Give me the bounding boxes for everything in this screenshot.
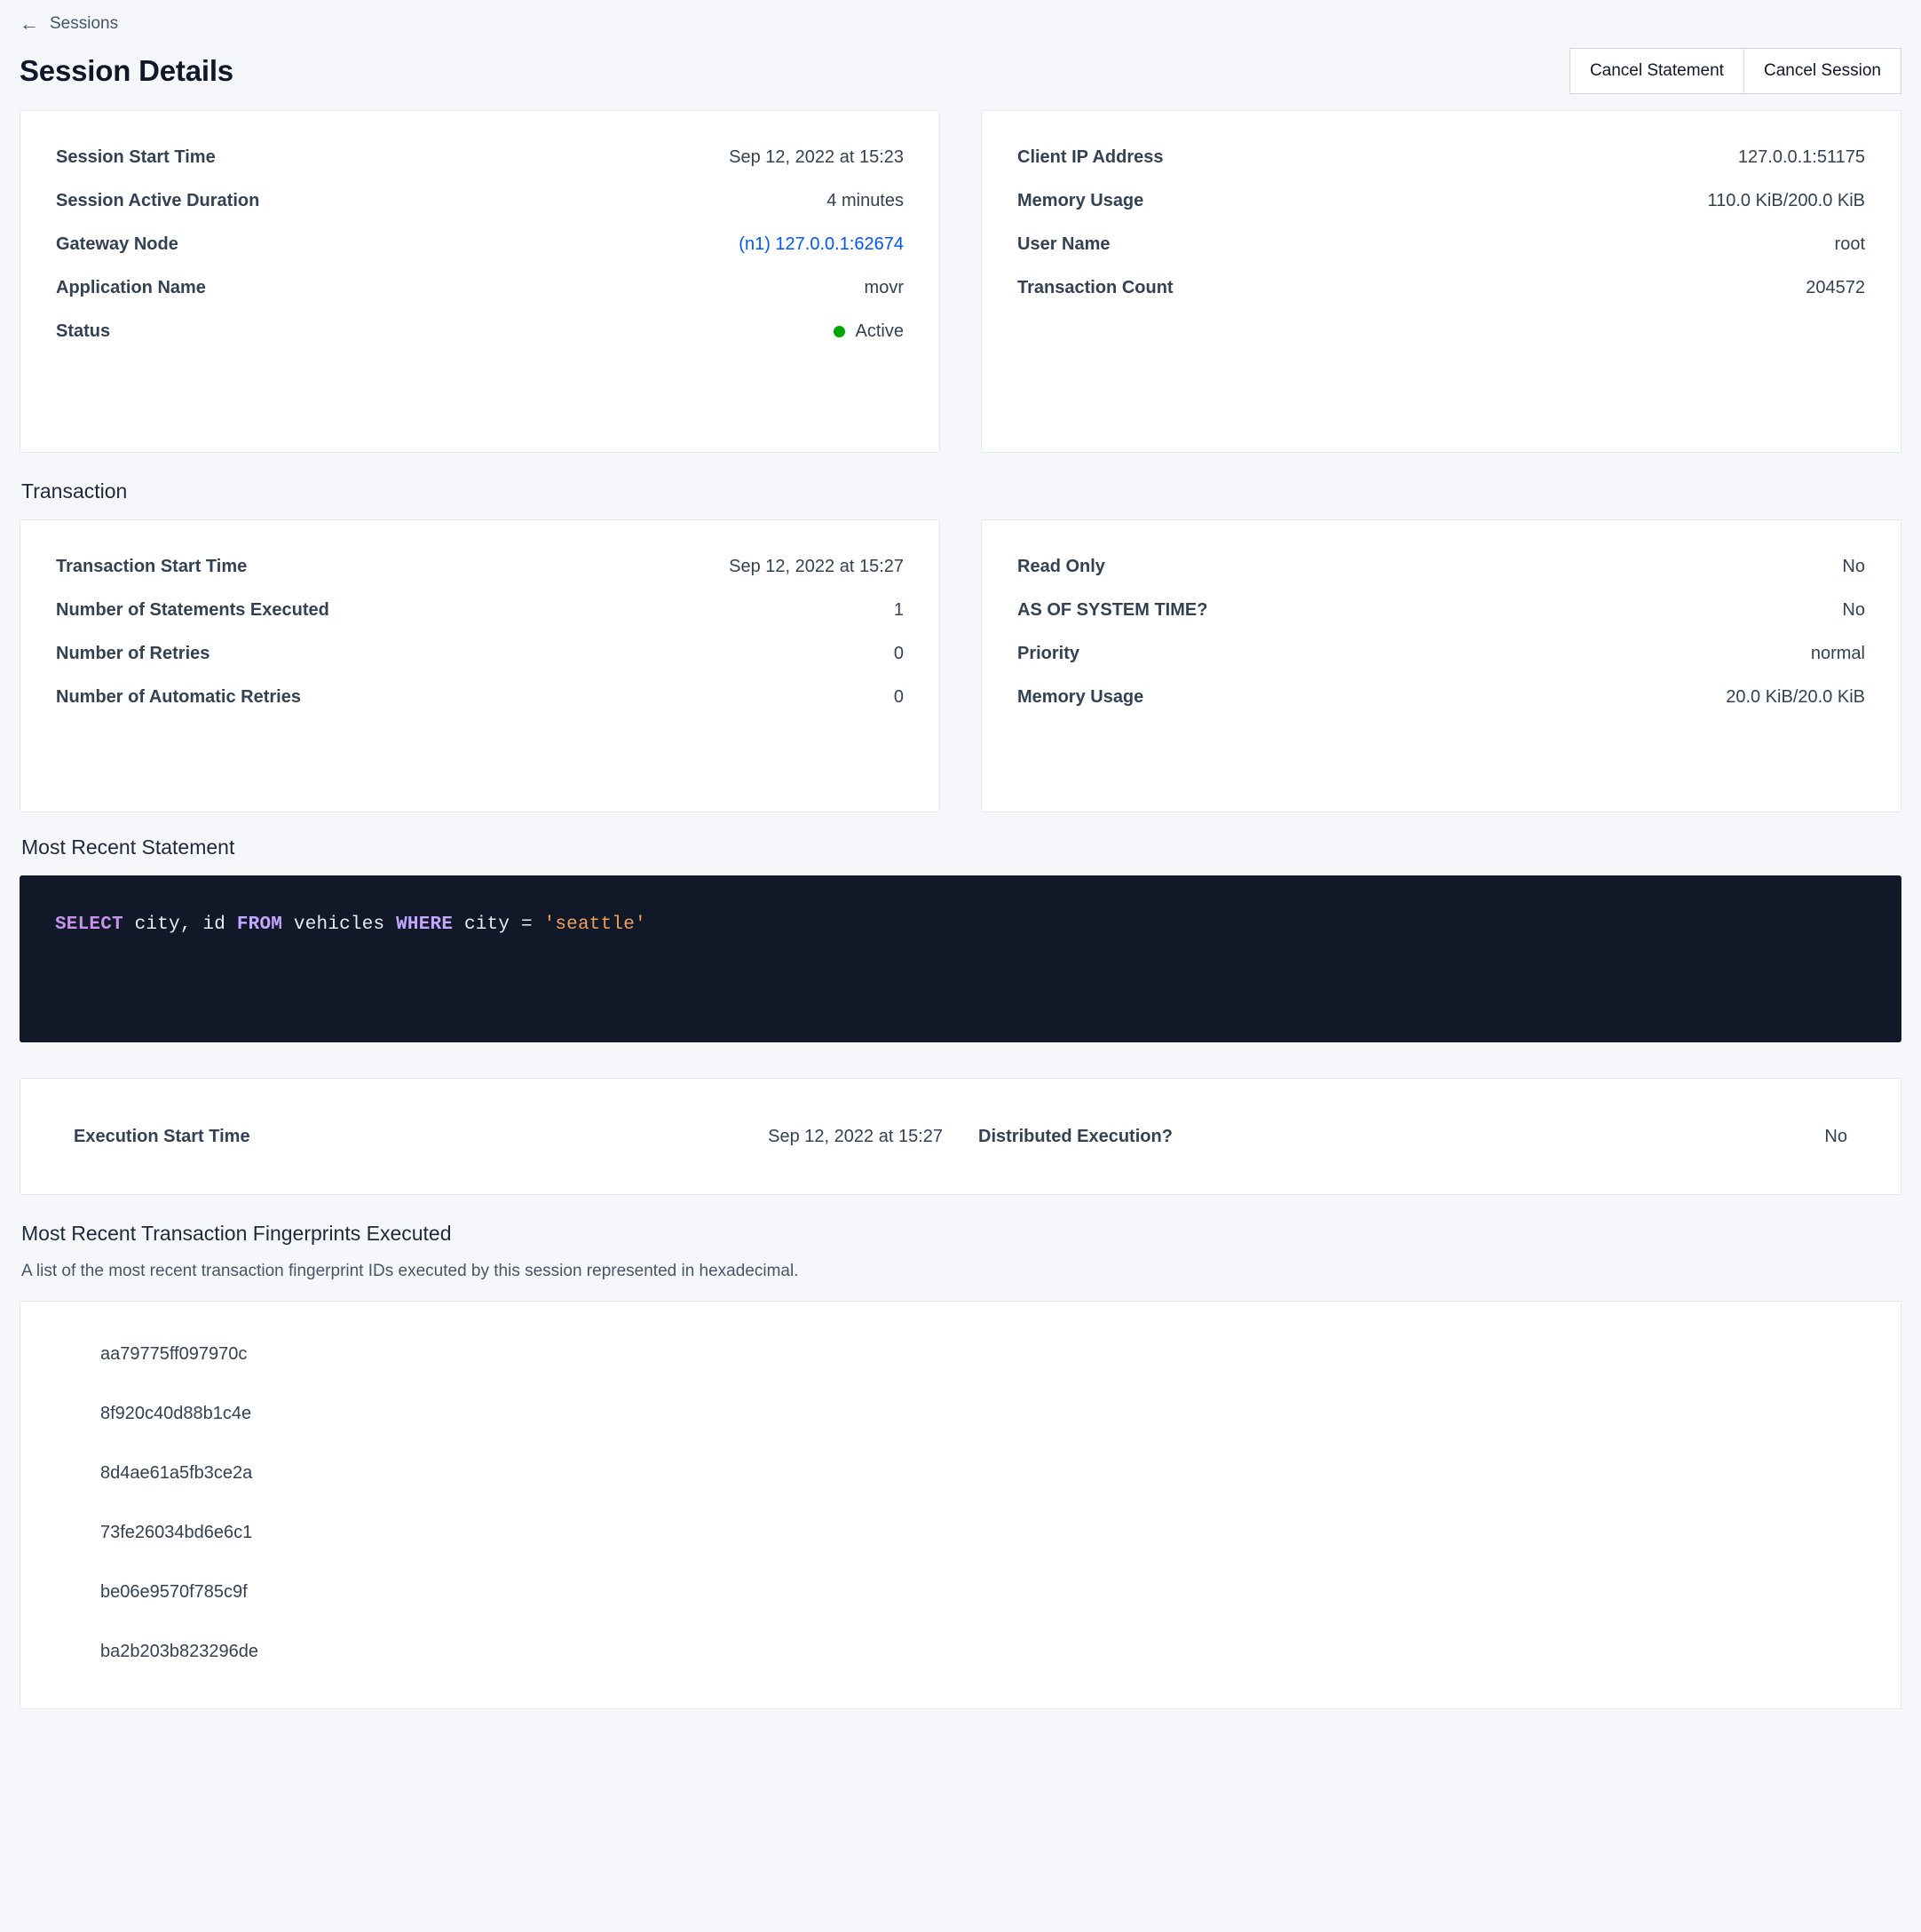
client-ip-value: 127.0.0.1:51175	[1737, 147, 1865, 167]
fingerprints-list	[20, 1301, 1901, 1709]
sql-keyword-select: SELECT	[55, 915, 123, 935]
sql-string-literal: 'seattle'	[543, 915, 646, 935]
breadcrumb	[20, 0, 1901, 39]
page-title: Session Details	[20, 54, 233, 87]
list-item: aa79775ff097970c	[100, 1344, 248, 1364]
memory-usage-row	[1017, 179, 1865, 223]
read-only-value: No	[1842, 557, 1865, 576]
header-actions	[1569, 48, 1901, 94]
statements-executed-label: Number of Statements Executed	[56, 600, 329, 620]
as-of-system-time-label: AS OF SYSTEM TIME?	[1017, 600, 1208, 620]
automatic-retries-label: Number of Automatic Retries	[56, 687, 301, 707]
back-arrow-icon[interactable]: ←	[20, 12, 39, 35]
list-item: be06e9570f785c9f	[100, 1582, 248, 1602]
application-name-value: movr	[864, 278, 904, 297]
application-name-row	[56, 266, 904, 310]
transaction-memory-usage-row	[1017, 676, 1865, 719]
gateway-node-link[interactable]: (n1) 127.0.0.1:62674	[739, 234, 904, 254]
application-name-label: Application Name	[56, 278, 206, 297]
sql-columns: city, id	[134, 915, 226, 935]
session-start-time-row	[56, 136, 904, 179]
status-badge	[834, 321, 904, 342]
execution-start-time-label: Execution Start Time	[74, 1126, 250, 1146]
list-item: 8d4ae61a5fb3ce2a	[100, 1463, 253, 1483]
transaction-memory-usage-value: 20.0 KiB/20.0 KiB	[1726, 687, 1865, 707]
statements-executed-row	[56, 589, 904, 632]
user-name-row	[1017, 223, 1865, 266]
execution-info-card	[20, 1078, 1901, 1195]
gateway-node-row	[56, 223, 904, 266]
transaction-start-time-label: Transaction Start Time	[56, 557, 248, 576]
transaction-count-value: 204572	[1806, 278, 1865, 297]
breadcrumb-link-sessions[interactable]: Sessions	[50, 14, 119, 33]
memory-usage-value: 110.0 KiB/200.0 KiB	[1707, 191, 1865, 210]
automatic-retries-row	[56, 676, 904, 719]
retries-row	[56, 632, 904, 676]
sql-table: vehicles	[293, 915, 385, 935]
transaction-memory-usage-label: Memory Usage	[1017, 687, 1144, 707]
client-info-card	[981, 110, 1901, 453]
transaction-grid	[20, 519, 1901, 812]
sql-keyword-where: WHERE	[396, 915, 454, 935]
execution-start-time-value: Sep 12, 2022 at 15:27	[768, 1126, 943, 1146]
page-header	[20, 39, 1901, 110]
retries-value: 0	[893, 644, 904, 663]
transaction-count-label: Transaction Count	[1017, 278, 1174, 297]
list-item: ba2b203b823296de	[100, 1642, 258, 1661]
status-value: Active	[855, 321, 904, 341]
statement-section-heading: Most Recent Statement	[21, 835, 235, 859]
as-of-system-time-value: No	[1842, 600, 1865, 620]
transaction-start-time-value: Sep 12, 2022 at 15:27	[729, 557, 904, 576]
transaction-section-heading: Transaction	[21, 479, 128, 503]
as-of-system-time-row	[1017, 589, 1865, 632]
priority-label: Priority	[1017, 644, 1080, 663]
session-active-duration-value: 4 minutes	[826, 191, 904, 210]
list-item: 73fe26034bd6e6c1	[100, 1523, 253, 1542]
session-summary-grid	[20, 110, 1901, 453]
memory-usage-label: Memory Usage	[1017, 191, 1144, 210]
distributed-execution-label: Distributed Execution?	[978, 1126, 1173, 1146]
status-label: Status	[56, 321, 111, 341]
automatic-retries-value: 0	[893, 687, 904, 707]
client-ip-row	[1017, 136, 1865, 179]
statements-executed-value: 1	[893, 600, 904, 620]
transaction-left-card	[20, 519, 940, 812]
priority-row	[1017, 632, 1865, 676]
sql-statement-block	[20, 875, 1901, 1042]
client-ip-label: Client IP Address	[1017, 147, 1164, 167]
list-item: 8f920c40d88b1c4e	[100, 1404, 252, 1423]
session-start-time-label: Session Start Time	[56, 147, 216, 167]
user-name-label: User Name	[1017, 234, 1111, 254]
fingerprints-section-heading: Most Recent Transaction Fingerprints Executed	[21, 1222, 452, 1245]
session-start-time-value: Sep 12, 2022 at 15:23	[729, 147, 904, 167]
transaction-right-card	[981, 519, 1901, 812]
session-info-card	[20, 110, 940, 453]
session-active-duration-label: Session Active Duration	[56, 191, 260, 210]
user-name-value: root	[1834, 234, 1865, 254]
execution-start-time-row	[56, 1118, 960, 1156]
status-dot-icon	[834, 326, 845, 337]
sql-keyword-from: FROM	[236, 915, 283, 935]
session-active-duration-row	[56, 179, 904, 223]
distributed-execution-row	[960, 1118, 1865, 1156]
read-only-row	[1017, 545, 1865, 589]
gateway-node-label: Gateway Node	[56, 234, 178, 254]
status-row	[56, 310, 904, 353]
read-only-label: Read Only	[1017, 557, 1105, 576]
retries-label: Number of Retries	[56, 644, 210, 663]
cancel-session-button[interactable]: Cancel Session	[1744, 48, 1901, 94]
sql-predicate: city =	[463, 915, 533, 935]
fingerprints-description: A list of the most recent transaction fingerprint IDs executed by this session represented in hexadecimal.	[21, 1262, 799, 1280]
transaction-start-time-row	[56, 545, 904, 589]
distributed-execution-value: No	[1824, 1126, 1847, 1146]
cancel-statement-button[interactable]: Cancel Statement	[1569, 48, 1744, 94]
priority-value: normal	[1810, 644, 1865, 663]
transaction-count-row	[1017, 266, 1865, 310]
